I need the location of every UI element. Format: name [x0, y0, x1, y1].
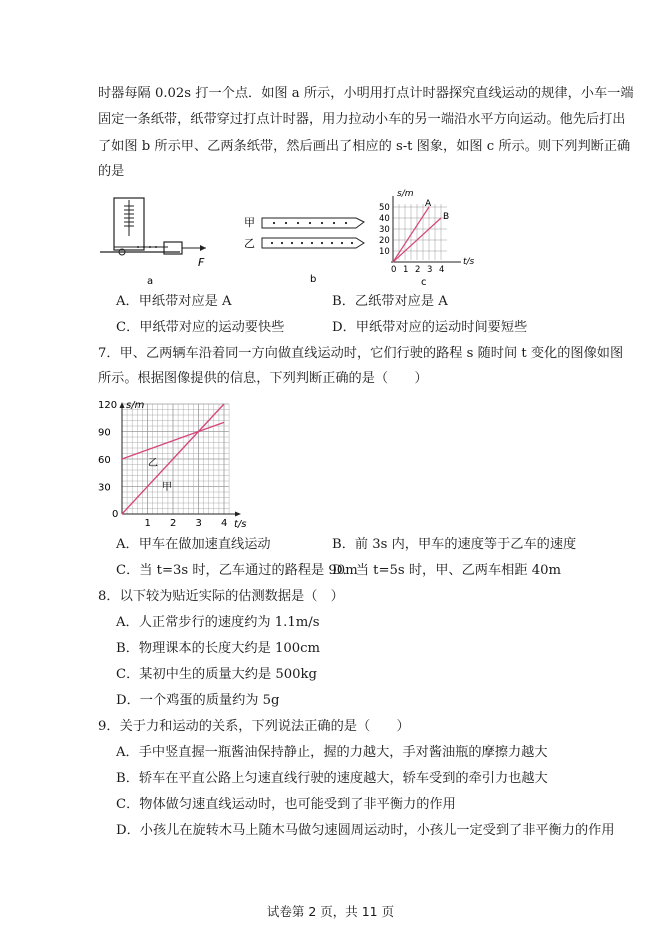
tape-yi-dots	[271, 242, 353, 244]
q6-option-d: D．甲纸带对应的运动时间要短些	[332, 320, 528, 335]
tape-jia-dots	[273, 222, 347, 224]
q9-option-c: C．物体做匀速直线运动时，也可能受到了非平衡力的作用	[116, 797, 456, 812]
q8-title: 8．以下较为贴近实际的估测数据是（ ）	[98, 589, 344, 604]
graph-c-ytick: 30	[379, 225, 390, 235]
q6-line-1: 时器每隔 0.02s 打一个点．如图 a 所示，小明用打点计时器探究直线运动的规律，小车一端	[98, 86, 634, 101]
q7-option-c: C．当 t=3s 时，乙车通过的路程是 90m	[116, 563, 358, 578]
q7-origin-label: 0	[112, 509, 119, 520]
q8-option-d: D．一个鸡蛋的质量约为 5g	[116, 693, 280, 708]
q9-title: 9．关于力和运动的关系，下列说法正确的是（ ）	[98, 719, 410, 734]
q8-option-a: A．人正常步行的速度约为 1.1m/s	[116, 615, 320, 630]
page-footer: 试卷第 2 页，共 11 页	[266, 904, 395, 919]
graph-c-ylabel: s/m	[397, 189, 414, 199]
q6-line-3: 了如图 b 所示甲、乙两条纸带，然后画出了相应的 s-t 图象，如图 c 所示。则下列判断正确	[98, 139, 631, 154]
q6-option-a: A．甲纸带对应是 A	[116, 294, 232, 309]
tape-jia	[262, 218, 364, 228]
figure-c-caption: c	[421, 277, 427, 288]
figure-a-caption: a	[147, 276, 154, 287]
q7-label-yi: 乙	[148, 458, 158, 469]
q7-xtick-label: 4	[221, 518, 228, 529]
q7-xtick-label: 3	[195, 518, 202, 529]
q7-xlabel: t/s	[234, 519, 247, 530]
tape-yi-label: 乙	[244, 237, 255, 250]
graph-c-xlabel: t/s	[463, 257, 475, 267]
q7-ytick-label: 30	[98, 482, 111, 494]
figure-b-caption: b	[310, 274, 317, 285]
q7-x-arrow	[235, 512, 241, 517]
q7-y-arrow	[120, 402, 125, 408]
q6-line-2: 固定一条纸带，纸带穿过打点计时器，用力拉动小车的另一端沿水平方向运动。他先后打出	[98, 112, 626, 127]
q7-option-a: A．甲车在做加速直线运动	[116, 537, 271, 552]
figure-c-st-graph	[377, 188, 487, 288]
q8-option-b: B．物理课本的长度大约是 100cm	[116, 641, 321, 656]
q7-ytick-label: 120	[98, 400, 118, 411]
q7-line-1: 7．甲、乙两辆车沿着同一方向做直线运动时，它们行驶的路程 s 随时间 t 变化的图像如图	[98, 346, 624, 361]
q9-option-d: D．小孩儿在旋转木马上随木马做匀速圆周运动时，小孩儿一定受到了非平衡力的作用	[116, 823, 615, 838]
q7-st-graph	[96, 396, 256, 530]
q7-xtick-label: 2	[170, 518, 177, 529]
graph-c-xtick: 0	[391, 265, 397, 275]
graph-c-ytick: 10	[379, 247, 390, 257]
q8-option-c: C．某初中生的质量大约是 500kg	[116, 667, 317, 682]
figure-b-paper-tapes	[244, 208, 370, 290]
graph-c-label-A: A	[425, 199, 432, 209]
graph-c-xtick: 1	[403, 265, 409, 275]
q6-option-b: B．乙纸带对应是 A	[332, 294, 448, 309]
q7-label-jia: 甲	[162, 482, 172, 493]
graph-c-ytick: 50	[379, 203, 390, 213]
q6-line-4: 的是	[98, 164, 125, 179]
q9-option-b: B．轿车在平直公路上匀速直线行驶的速度越大，轿车受到的牵引力也越大	[116, 771, 548, 786]
q7-ytick-label: 90	[98, 427, 111, 439]
force-label: F	[198, 256, 205, 269]
q7-xtick-label: 1	[144, 518, 151, 529]
q6-option-c: C．甲纸带对应的运动要快些	[116, 320, 285, 335]
q7-ylabel: s/m	[126, 400, 145, 411]
q7-option-b: B．前 3s 内，甲车的速度等于乙车的速度	[332, 537, 577, 552]
q9-option-a: A．手中竖直握一瓶酱油保持静止，握的力越大，手对酱油瓶的摩擦力越大	[116, 745, 548, 760]
graph-c-grid	[393, 204, 450, 260]
timer-coil	[124, 200, 134, 236]
graph-c-ytick: 40	[379, 214, 390, 224]
graph-c-xtick: 3	[427, 265, 433, 275]
q7-option-d: D．当 t=5s 时，甲、乙两车相距 40m	[332, 563, 562, 578]
graph-c-ytick: 20	[379, 236, 390, 246]
q7-line-2: 所示。根据图像提供的信息，下列判断正确的是（ ）	[98, 371, 428, 386]
tape-jia-label: 甲	[244, 216, 255, 229]
q7-ytick-label: 60	[98, 455, 111, 466]
figure-a-ticker-timer	[100, 192, 210, 288]
graph-c-label-B: B	[443, 212, 450, 222]
graph-c-xtick: 4	[439, 265, 445, 275]
graph-c-xtick: 2	[415, 265, 421, 275]
